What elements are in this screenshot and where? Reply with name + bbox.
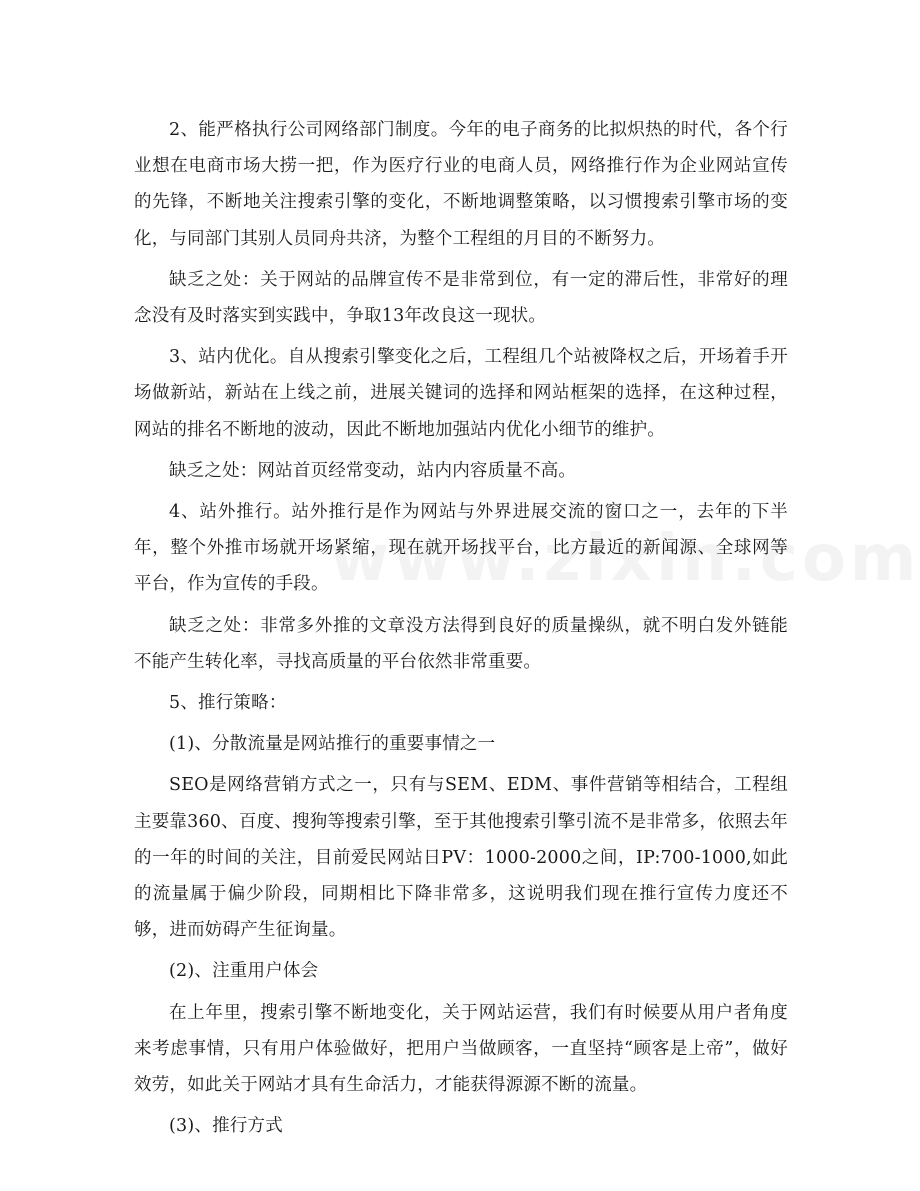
paragraph-traffic-heading: (1)、分散流量是网站推行的重要事情之一 [169, 734, 496, 755]
paragraph-strict-execution: 2、能严格执行公司网络部门制度。今年的电子商务的比拟炽热的时代，各个行业想在电商市场大捞一把，作为医疗行业的电商人员，网络推行作为企业网站宣传的先锋，不断地关注搜索引擎的变化，不断地调整策略，以习惯搜索引擎市场的变化，与同部门其别人员同舟共济，为整个工程组的月目的不断努力。 [134, 120, 788, 249]
paragraph-shortcoming-offsite: 缺乏之处：非常多外推的文章没方法得到良好的质量操纵，就不明白发外链能不能产生转化率，寻找高质量的平台依然非常重要。 [134, 615, 788, 672]
paragraph-onsite-optimization: 3、站内优化。自从搜索引擎变化之后，工程组几个站被降权之后，开场着手开场做新站，新站在上线之前，进展关键词的选择和网站框架的选择，在这种过程，网站的排名不断地的波动，因此不断地加强站内优化小细节的维护。 [134, 347, 788, 440]
paragraph-strategy-heading: 5、推行策略： [169, 693, 287, 714]
document-body [134, 112, 788, 1149]
paragraph-offsite-promotion: 4、站外推行。站外推行是作为网站与外界进展交流的窗口之一，去年的下半年，整个外推市场就开场紧缩，现在就开场找平台，比方最近的新闻源、全球网等平台，作为宣传的手段。 [134, 502, 788, 595]
paragraph-seo-traffic: SEO是网络营销方式之一，只有与SEM、EDM、事件营销等相结合，工程组主要靠360、百度、搜狗等搜索引擎，至于其他搜索引擎引流不是非常多，依照去年的一年的时间的关注，目前爱民网站日PV：1000-2000之间，IP:700-1000,如此的流量属于偏少阶段，同期相比下降非常多，这说明我们现在推行宣传力度还不够，进而妨碍产生征询量。 [134, 775, 788, 941]
paragraph-shortcoming-homepage: 缺乏之处：网站首页经常变动，站内内容质量不高。 [169, 460, 577, 481]
paragraph-promotion-methods-heading: (3)、推行方式 [169, 1116, 283, 1137]
paragraph-ux-heading: (2)、注重用户体会 [169, 961, 319, 982]
paragraph-user-experience: 在上年里，搜索引擎不断地变化，关于网站运营，我们有时候要从用户者角度来考虑事情，只有用户体验做好，把用户当做顾客，一直坚持“顾客是上帝”，做好效劳，如此关于网站才具有生命活力，才能获得源源不断的流量。 [134, 1002, 788, 1096]
paragraph-shortcoming-brand: 缺乏之处：关于网站的品牌宣传不是非常到位，有一定的滞后性，非常好的理念没有及时落实到实践中，争取13年改良这一现状。 [134, 269, 788, 327]
